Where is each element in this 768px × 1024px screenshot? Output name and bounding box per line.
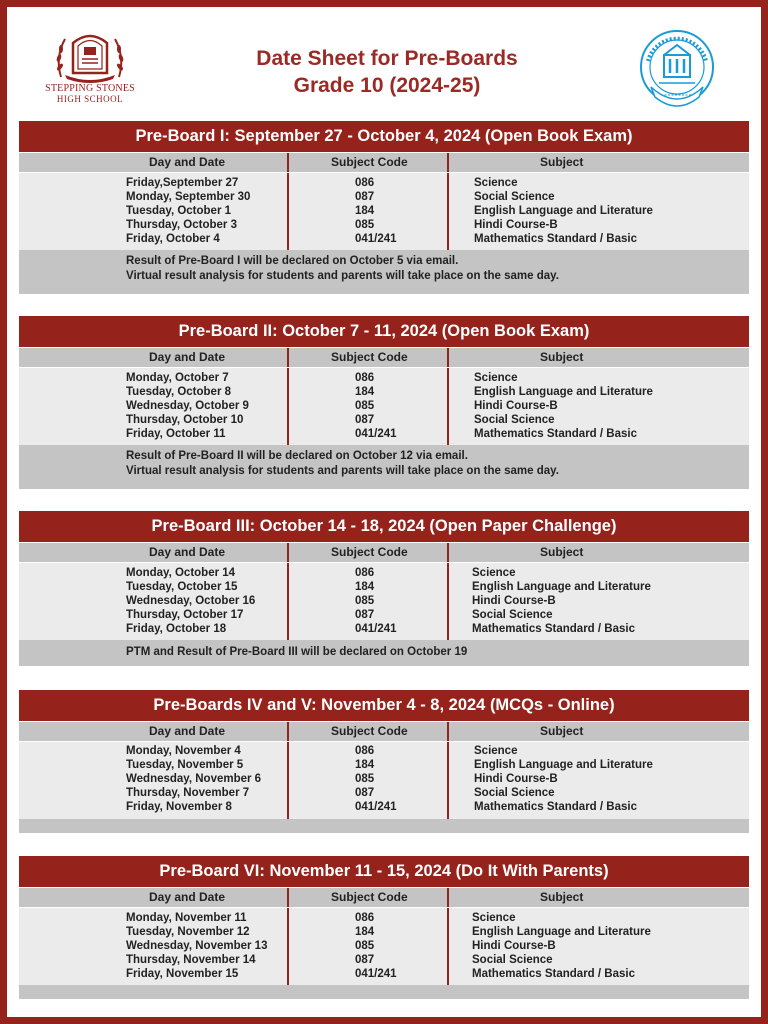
exam-rows [19,173,749,250]
column-header [19,888,749,908]
exam-rows [19,563,749,640]
table-row [19,204,749,218]
table-row [19,371,749,385]
row-day: Friday, November 8 [126,801,232,813]
row-subject: English Language and Literature [474,759,653,771]
day-column-header: Day and Date [149,350,226,364]
row-day: Tuesday, October 15 [126,581,238,593]
row-code: 184 [355,581,375,593]
row-day: Thursday, November 14 [126,954,256,966]
code-column-header: Subject Code [331,545,408,559]
row-day: Thursday, October 10 [126,414,244,426]
row-subject: Mathematics Standard / Basic [474,428,637,440]
row-subject: Mathematics Standard / Basic [474,801,637,813]
row-code: 085 [355,773,375,785]
note-line: Virtual result analysis for students and parents will take place on the same day. [126,270,559,282]
note-line: PTM and Result of Pre-Board III will be declared on October 19 [126,646,468,658]
row-day: Monday, October 14 [126,567,236,579]
row-code: 041/241 [355,801,397,813]
row-subject: Social Science [472,609,553,621]
section-title: Pre-Boards IV and V: November 4 - 8, 2024 (MCQs - Online) [19,690,749,721]
row-subject: Social Science [474,191,555,203]
exam-rows [19,368,749,445]
row-code: 184 [355,759,375,771]
table-row [19,608,749,622]
row-subject: Social Science [474,414,555,426]
table-row [19,385,749,399]
school-crest-icon [51,27,129,83]
school-logo [45,27,135,107]
row-code: 087 [355,787,375,799]
table-row [19,176,749,190]
row-day: Friday,September 27 [126,177,239,189]
row-day: Wednesday, October 16 [126,595,256,607]
row-code: 086 [355,177,375,189]
day-column-header: Day and Date [149,890,226,904]
row-day: Wednesday, October 9 [126,400,249,412]
subject-column-header: Subject [540,890,584,904]
section-preboard-3 [19,511,749,666]
table-row [19,413,749,427]
note-line: Result of Pre-Board II will be declared on October 12 via email. [126,450,468,462]
row-day: Thursday, October 17 [126,609,244,621]
table-row [19,744,749,758]
table-row [19,800,749,814]
row-day: Monday, September 30 [126,191,251,203]
row-day: Tuesday, October 8 [126,386,232,398]
column-header [19,153,749,173]
row-subject: Social Science [472,954,553,966]
row-code: 086 [355,745,375,757]
code-column-header: Subject Code [331,155,408,169]
row-subject: Hindi Course-B [472,940,556,952]
section-footer-bar [19,819,749,833]
title-line-2: Grade 10 (2024-25) [293,74,481,97]
table-row [19,580,749,594]
section-title: Pre-Board VI: November 11 - 15, 2024 (Do It With Parents) [19,856,749,887]
row-day: Thursday, November 7 [126,787,250,799]
row-code: 041/241 [355,968,397,980]
row-subject: English Language and Literature [474,205,653,217]
row-subject: English Language and Literature [472,581,651,593]
exam-rows [19,742,749,819]
table-row [19,594,749,608]
day-column-header: Day and Date [149,155,226,169]
result-note [19,445,749,489]
row-code: 086 [355,567,375,579]
row-code: 184 [355,386,375,398]
row-day: Friday, October 4 [126,233,220,245]
school-subtitle: HIGH SCHOOL [56,94,124,104]
row-code: 184 [355,926,375,938]
row-code: 041/241 [355,428,397,440]
row-code: 087 [355,609,375,621]
row-subject: English Language and Literature [474,386,653,398]
table-row [19,399,749,413]
row-code: 085 [355,940,375,952]
subject-column-header: Subject [540,545,584,559]
table-row [19,427,749,441]
board-logo [637,25,717,115]
row-day: Monday, November 11 [126,912,247,924]
row-code: 087 [355,414,375,426]
row-subject: Hindi Course-B [474,773,558,785]
table-row [19,939,749,953]
row-code: 087 [355,191,375,203]
row-subject: Science [472,567,516,579]
table-row [19,911,749,925]
row-subject: Hindi Course-B [474,219,558,231]
table-row [19,925,749,939]
date-sheet-page [7,7,761,1017]
table-row [19,758,749,772]
row-day: Thursday, October 3 [126,219,237,231]
code-column-header: Subject Code [331,724,408,738]
row-subject: Mathematics Standard / Basic [474,233,637,245]
row-code: 041/241 [355,623,397,635]
column-header [19,722,749,742]
row-code: 085 [355,219,375,231]
section-preboard-2 [19,316,749,489]
page-title [187,45,587,99]
section-preboard-6 [19,856,749,999]
row-subject: English Language and Literature [472,926,651,938]
table-row [19,772,749,786]
day-column-header: Day and Date [149,724,226,738]
column-header [19,348,749,368]
row-code: 087 [355,954,375,966]
row-code: 184 [355,205,375,217]
row-subject: Social Science [474,787,555,799]
row-day: Tuesday, November 12 [126,926,250,938]
title-line-1: Date Sheet for Pre-Boards [256,47,518,70]
row-day: Wednesday, November 6 [126,773,262,785]
row-subject: Hindi Course-B [474,400,558,412]
note-line: Virtual result analysis for students and parents will take place on the same day. [126,465,559,477]
section-title: Pre-Board I: September 27 - October 4, 2024 (Open Book Exam) [19,121,749,152]
table-row [19,190,749,204]
subject-column-header: Subject [540,155,584,169]
result-note [19,640,749,666]
cbse-logo-icon [637,25,717,115]
table-row [19,786,749,800]
row-day: Tuesday, November 5 [126,759,244,771]
section-title: Pre-Board III: October 14 - 18, 2024 (Open Paper Challenge) [19,511,749,542]
table-row [19,566,749,580]
row-day: Friday, October 11 [126,428,226,440]
day-column-header: Day and Date [149,545,226,559]
row-day: Friday, October 18 [126,623,227,635]
row-day: Monday, October 7 [126,372,229,384]
row-code: 086 [355,372,375,384]
column-header [19,543,749,563]
row-subject: Science [472,912,516,924]
section-preboard-4-5 [19,690,749,833]
school-name: STEPPING STONES [45,83,135,94]
result-note [19,250,749,294]
row-day: Tuesday, October 1 [126,205,232,217]
table-row [19,218,749,232]
row-subject: Mathematics Standard / Basic [472,968,635,980]
row-subject: Mathematics Standard / Basic [472,623,635,635]
row-subject: Science [474,372,518,384]
row-code: 085 [355,400,375,412]
row-subject: Science [474,745,518,757]
table-row [19,967,749,981]
section-footer-bar [19,985,749,999]
table-row [19,622,749,636]
row-subject: Science [474,177,518,189]
row-day: Monday, November 4 [126,745,241,757]
row-day: Friday, November 15 [126,968,239,980]
subject-column-header: Subject [540,350,584,364]
code-column-header: Subject Code [331,890,408,904]
subject-column-header: Subject [540,724,584,738]
section-title: Pre-Board II: October 7 - 11, 2024 (Open Book Exam) [19,316,749,347]
row-subject: Hindi Course-B [472,595,556,607]
row-code: 041/241 [355,233,397,245]
code-column-header: Subject Code [331,350,408,364]
exam-rows [19,908,749,985]
section-preboard-1 [19,121,749,294]
table-row [19,232,749,246]
note-line: Result of Pre-Board I will be declared on October 5 via email. [126,255,459,267]
table-row [19,953,749,967]
row-code: 085 [355,595,375,607]
row-code: 086 [355,912,375,924]
row-day: Wednesday, November 13 [126,940,268,952]
